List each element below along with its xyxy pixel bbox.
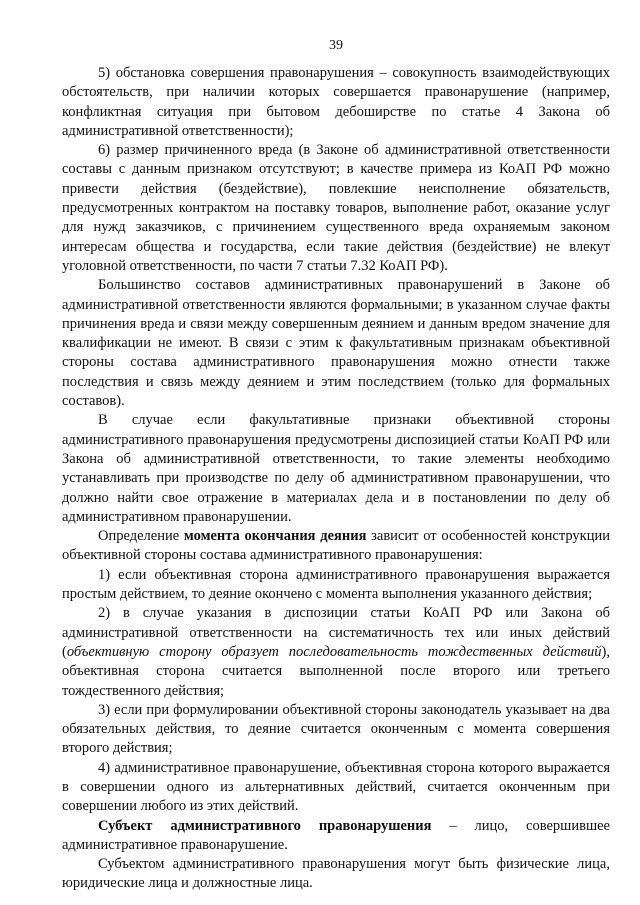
text-segment: Большинство составов административных правонарушений в Законе об административной ответственности являются формальными; в указанном случае факты причинения вреда и связи между совершенным деянием и данным вредом значение для квалификации не имеют. В связи с этим к факультативным признакам объективной стороны состава административного правонарушения можно отнести также последствия и связь между деянием и этим последствием (только для формальных составов). (62, 277, 610, 410)
document-page (62, 0, 610, 905)
text-segment: – лицо, совершившее административное правонарушение. (62, 817, 610, 853)
paragraph-list-item-1 (62, 566, 610, 605)
text-segment: Определение (98, 528, 184, 545)
text-segment: В случае если факультативные признаки объективной стороны административного правонарушения предусмотрены диспозицией статьи КоАП РФ или Закона об административной ответственности, то такие элементы необходимо устанавливать при производстве по делу об административном правонарушении, что должно найти свое отражение в материалах дела и в постановлении по делу об административном правонарушении. (62, 412, 610, 525)
text-segment: зависит от особенностей конструкции объективной стороны состава административного правонарушения: (62, 528, 610, 564)
bold-term-subject: Субъект административного правонарушения (98, 817, 432, 834)
paragraph-item-6 (62, 141, 610, 276)
page-number: 39 (329, 38, 343, 53)
document-body (62, 64, 610, 894)
text-segment: 6) размер причиненного вреда (в Законе об административной ответственности составы с данным признаком отсутствуют; в качестве примера из КоАП РФ можно привести действия (бездействие), повлекшие неисполнение обязательств, предусмотренных контрактом на поставку товаров, выполнение работ, оказание услуг для нужд заказчиков, с причинением существенного вреда охраняемым законом интересам общества и государства, если такие действия (бездействие) не влекут уголовной ответственности, по части 7 статьи 7.32 КоАП РФ). (62, 142, 610, 274)
text-segment: 3) если при формулировании объективной стороны законодатель указывает на два обязательных действия, то деяние считается оконченным с момента совершения второго действия; (62, 701, 610, 757)
bold-term-completion-moment: момента окончания деяния (183, 528, 367, 545)
text-segment: 4) административное правонарушение, объективная сторона которого выражается в совершении одного из альтернативных действий, считается оконченным при совершении любого из этих действий. (62, 759, 610, 815)
paragraph-subject-definition (62, 817, 610, 856)
text-segment: 1) если объективная сторона административного правонарушения выражается простым действием, то деяние окончено с момента выполнения указанного действия; (62, 566, 610, 603)
italic-phrase: объективную сторону образует последовательность тождественных действий (66, 643, 602, 660)
text-segment: ), объективная сторона считается выполненной после второго или третьего тождественного действия; (62, 643, 610, 699)
paragraph-formal-compositions (62, 276, 610, 411)
paragraph-list-item-3 (62, 701, 610, 759)
text-segment: 2) в случае указания в диспозиции статьи КоАП РФ или Закона об административной ответственности на систематичность тех или иных действий ( (62, 605, 610, 660)
paragraph-list-item-2 (62, 604, 610, 700)
text-segment: 5) обстановка совершения правонарушения – совокупность взаимодействующих обстоятельств, при наличии которых совершается правонарушение (например, конфликтная ситуация при бытовом дебоширстве по статье 4 Закона об административной ответственности); (62, 65, 610, 139)
paragraph-completion-moment (62, 527, 610, 566)
paragraph-item-5 (62, 64, 610, 141)
paragraph-list-item-4 (62, 759, 610, 817)
paragraph-subject-types (62, 855, 610, 894)
text-segment: Субъектом административного правонарушения могут быть физические лица, юридические лица и должностные лица. (62, 856, 610, 892)
paragraph-optional-features (62, 411, 610, 527)
